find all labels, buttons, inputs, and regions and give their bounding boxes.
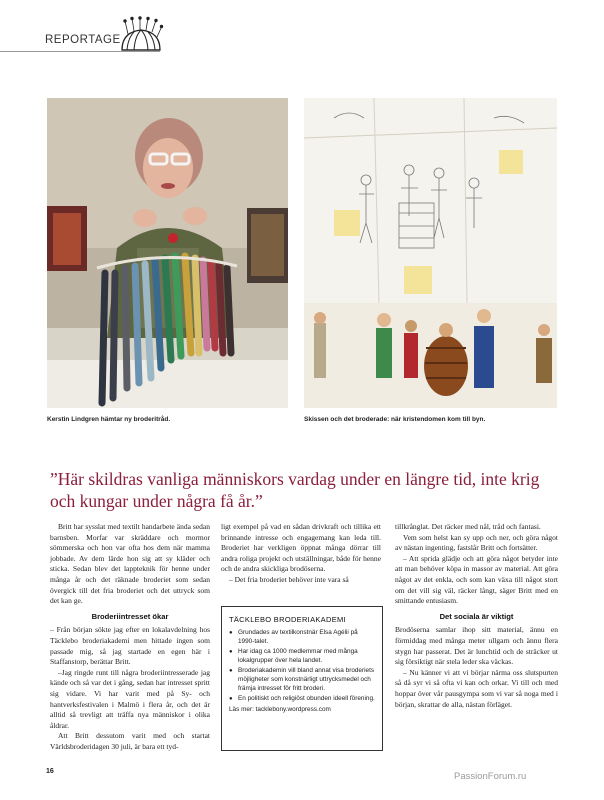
fact-box-title: TÄCKLEBO BRODERIAKADEMI xyxy=(229,615,346,624)
fact-item: ● Har idag ca 1000 medlemmar med många lokalgrupper över hela landet. xyxy=(229,648,375,665)
fact-item: ● Grundades av textilkonstnär Elsa Agélii på 1990-talet. xyxy=(229,629,375,646)
paragraph: – Nu känner vi att vi börjar närma oss slutspurten så då syr vi så ofta vi kan och orkar. Vi till och med hoppar över vår pausgympa som vi var så noga med i början, skrattar de alla, nästan förläget. xyxy=(395,667,558,709)
paragraph: Brodöserna samlar ihop sitt material, ännu en förmiddag med många meter ullgarn och ännu flera stygn har passerat. Det är lunchtid och de sträcker ut sig försiktigt när stela leder ska väckas. xyxy=(395,625,558,667)
fact-list xyxy=(229,629,375,704)
paragraph: – Från början sökte jag efter en lokalavdelning hos Täcklebo broderiakademi men hittade ingen som passade mig, så jag startade en egen här i Staffanstorp, berättar Britt. xyxy=(50,625,210,667)
section-header xyxy=(0,16,604,64)
section-title: REPORTAGE xyxy=(45,34,121,46)
subheading: Det sociala är viktigt xyxy=(439,611,514,621)
photo-sketch-and-embroidery xyxy=(304,98,557,408)
article-column-3 xyxy=(395,522,558,710)
page-number: 16 xyxy=(46,768,54,775)
woman-threads-illustration xyxy=(47,98,288,408)
paragraph: Britt har sysslat med textilt handarbete ända sedan barnsben. Morfar var skräddare och mormor sömmerska och hon var ofta hos dem när mamma jobbade. Av dem lärde hon sig att sy kläder och sticka. Sedan blev det lappteknik för henne under många år och det räknade broderiet som sedan övergick till det fria broderiet och det uttryck som det kan ge. xyxy=(50,522,210,606)
paragraph: – Det fria broderiet behöver inte vara så xyxy=(229,574,349,584)
fact-item: ● En politiskt och religiöst obunden ideell förening. xyxy=(229,695,375,704)
read-more-link[interactable]: Läs mer: tacklebony.wordpress.com xyxy=(229,705,331,713)
fact-item: ● Broderiakademin vill bland annat visa broderiets möjligheter som konstnärligt uttrycksmedel och främja intresset för fritt broderi. xyxy=(229,667,375,693)
subheading: Broderiintresset ökar xyxy=(91,611,169,621)
photo-woman-with-threads xyxy=(47,98,288,408)
photo-caption-left: Kerstin Lindgren hämtar ny broderitråd. xyxy=(47,416,171,423)
watermark: PassionForum.ru xyxy=(454,771,527,782)
paragraph: –Jag ringde runt till några broderiintresserade jag kände och så var det i gång, sedan har intresset spritt sig vidare. Vi har varit med på Sy- och hantverksfestivalen i Malmö i flera år, och det är alltid så trevligt att träffa nya människor i olika åldrar. xyxy=(50,667,210,730)
paragraph: ligt exempel på vad en sådan drivkraft och tillika ett brinnande intresse och engagemang kan leda till. Broderiet har verkligen öppnat många dörrar till andra roliga projekt och utställningar, både för henne och de andra skickliga brodöserna. xyxy=(221,522,381,574)
article-column-1 xyxy=(50,522,210,752)
paragraph: Att Britt dessutom varit med och startat Världsbroderidagen 30 juli, är bara ett tyd- xyxy=(50,731,210,751)
pincushion-icon xyxy=(118,16,164,58)
article-column-2 xyxy=(221,522,381,586)
photo-caption-right: Skissen och det broderade: när kristendomen kom till byn. xyxy=(304,416,486,423)
sketch-embroidery-illustration xyxy=(304,98,557,408)
paragraph: tillkrånglat. Det räcker med nål, tråd och fantasi. xyxy=(395,522,541,531)
fact-box xyxy=(221,606,383,751)
paragraph: Vem som helst kan sy upp och ner, och göra något av nästan ingenting, fastslår Britt och fortsätter. xyxy=(395,532,558,553)
paragraph: – Att sprida glädje och att göra något betyder inte att man behöver köpa in massor av material. Att göra något av det enkla, och som kan växa till något stort om det vill sig väl, räcker långt, säger Britt med en smittande entusiasm. xyxy=(395,553,558,606)
pull-quote: ”Här skildras vanliga människors vardag under en längre tid, inte krig och kungar under några få år.” xyxy=(50,469,540,511)
